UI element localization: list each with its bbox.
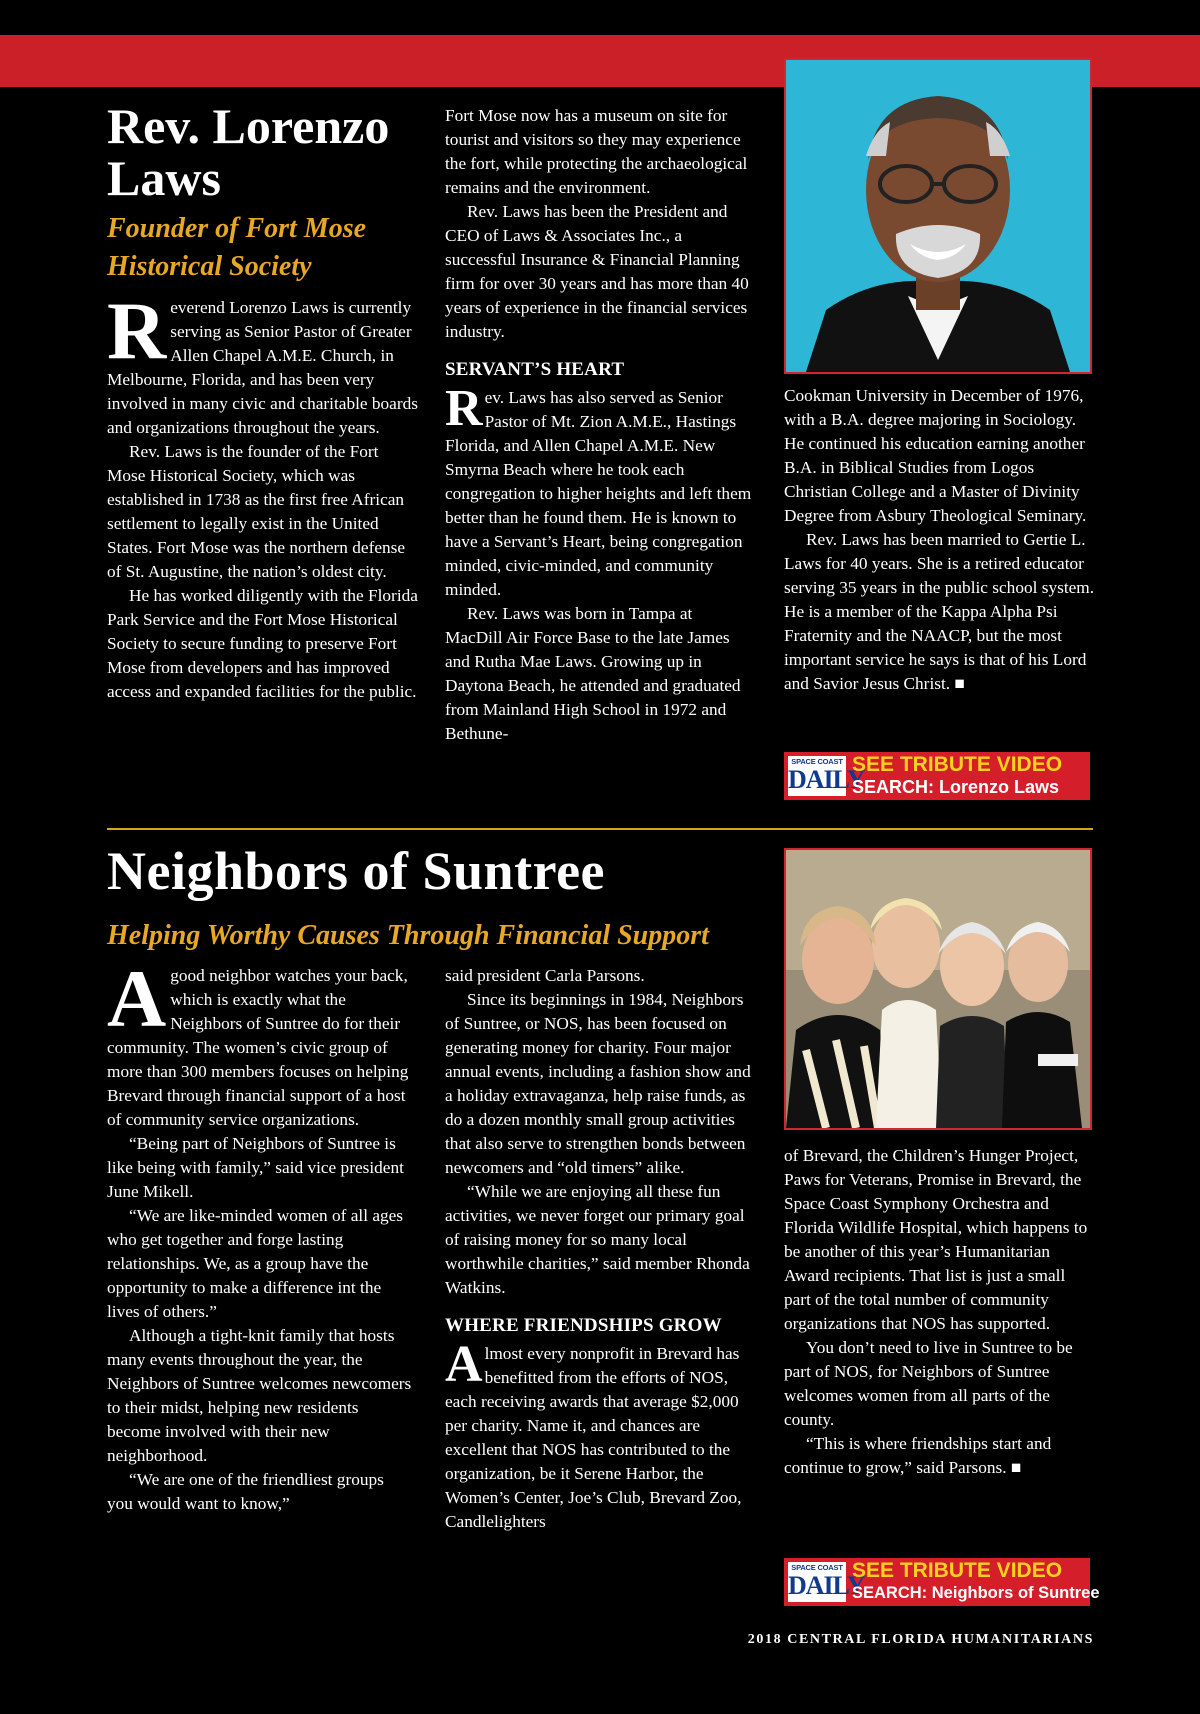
article1-title-line2: Laws — [107, 150, 221, 206]
article1-subtitle-line1: Founder of Fort Mose — [107, 213, 367, 244]
article1-paragraph: Rev. Laws has been the President and CEO of Laws & Associates Inc., a successful Insurance & Financial Planning firm for over 30 years and has more than 40 years of experience in the financial services industry. — [445, 202, 749, 341]
article1-paragraph: Cookman University in December of 1976, with a B.A. degree majoring in Sociology. He continued his education earning another B.A. in Biblical Studies from Logos Christian College and a Master of Divinity Degree from Asbury Theological Seminary. — [784, 386, 1087, 525]
article1-paragraph: Fort Mose now has a museum on site for tourist and visitors so they may experience the fort, while protecting the archaeological remains and the environment. — [445, 106, 748, 197]
section-divider — [107, 828, 1093, 830]
article2-paragraph: said president Carla Parsons. — [445, 966, 645, 985]
article1-paragraph: Reverend Lorenzo Laws is currently serving as Senior Pastor of Greater Allen Chapel A.M.E. Church, in Melbourne, Florida, and has been very involved in many civic and charitable boards and organizations throughout the years. — [107, 285, 418, 437]
article1-paragraph: Rev. Laws has been married to Gertie L. Laws for 40 years. She is a retired educator serving 35 years in the public school system. He is a member of the Kappa Alpha Psi Fraternity and the NAACP, but the most important service he says is that of his Lord and Savior Jesus Christ. ■ — [784, 530, 1095, 693]
article2-paragraph: Almost every nonprofit in Brevard has benefitted from the efforts of NOS, each receiving awards that average $2,000 per charity. Name it, and chances are excellent that NOS has contributed to the organization, be it Serene Harbor, the Women’s Center, Joe’s Club, Brevard Zoo, Candlelighters — [445, 1336, 742, 1531]
article2-paragraph: You don’t need to live in Suntree to be part of NOS, for Neighbors of Suntree welcomes women from all parts of the county. — [784, 1338, 1073, 1429]
article1-column-1 — [107, 285, 419, 704]
article2-paragraph: Agood neighbor watches your back, which is exactly what the Neighbors of Suntree do for their community. The women’s civic group of more than 300 members focuses on helping Brevard through financial support of a host of community service organizations. — [107, 953, 409, 1129]
article2-subtitle: Helping Worthy Causes Through Financial Support — [107, 920, 709, 951]
article2-paragraph: “We are one of the friendliest groups you would want to know,” — [107, 1470, 384, 1513]
article2-dropcap-small: A — [445, 1336, 483, 1393]
portrait-lorenzo-laws — [784, 58, 1092, 374]
page-footer: 2018 CENTRAL FLORIDA HUMANITARIANS — [747, 1632, 1094, 1647]
article2-column-2 — [445, 964, 755, 1534]
group-photo-illustration — [786, 850, 1090, 1128]
tribute-video-promo-lorenzo[interactable] — [784, 752, 1090, 800]
article1-subtitle-line2: Historical Society — [107, 251, 312, 282]
article2-paragraph: Since its beginnings in 1984, Neighbors of Suntree, or NOS, has been focused on generating money for charity. Four major annual events, including a fashion show and a holiday extravaganza, help raise funds, as do a dozen monthly small group activities that also serve to strengthen bonds between newcomers and “old timers” alike. — [445, 990, 751, 1177]
article2-paragraph: “Being part of Neighbors of Suntree is like being with family,” said vice president June Mikell. — [107, 1134, 404, 1201]
article2-paragraph: “We are like-minded women of all ages who get together and forge lasting relationships. We, as a group have the opportunity to make a difference int the lives of others.” — [107, 1206, 404, 1321]
space-coast-daily-logo: SPACE COAST DAILY — [788, 757, 865, 794]
article1-subtitle — [107, 210, 366, 286]
promo-title: SEE TRIBUTE VIDEO — [852, 1559, 1063, 1582]
tribute-video-promo-suntree[interactable] — [784, 1558, 1100, 1606]
article1-paragraph: He has worked diligently with the Florida Park Service and the Fort Mose Historical Society to secure funding to preserve Fort Mose from developers and has improved access and expanded facilities for the public. — [107, 586, 418, 701]
space-coast-daily-logo: SPACE COAST DAILY — [788, 1563, 865, 1600]
portrait-illustration — [786, 60, 1090, 372]
article2-paragraph: “While we are enjoying all these fun activities, we never forget our primary goal of raising money for so many local worthwhile charities,” said member Rhonda Watkins. — [445, 1182, 750, 1297]
article2-dropcap: A — [107, 953, 167, 1044]
article1-section-heading: SERVANT’S HEART — [445, 359, 625, 380]
article2-paragraph: of Brevard, the Children’s Hunger Project, Paws for Veterans, Promise in Brevard, the Space Coast Symphony Orchestra and Florida Wildlife Hospital, which happens to be another of this year’s Humanitarian Award recipients. That list is just a small part of the total number of community organizations that NOS has supported. — [784, 1146, 1088, 1333]
promo-search: SEARCH: Lorenzo Laws — [852, 777, 1060, 797]
promo-search-term: Lorenzo Laws — [939, 777, 1060, 797]
article2-column-3 — [784, 1144, 1096, 1480]
photo-neighbors-of-suntree — [784, 848, 1092, 1130]
article2-paragraph: “This is where friendships start and continue to grow,” said Parsons. ■ — [784, 1434, 1052, 1477]
article2-section-heading: WHERE FRIENDSHIPS GROW — [445, 1315, 722, 1336]
article1-dropcap: R — [107, 285, 167, 376]
article2-title: Neighbors of Suntree — [107, 841, 606, 901]
article1-column-3 — [784, 384, 1096, 696]
end-mark-icon: ■ — [1010, 1458, 1022, 1477]
article1-paragraph: Rev. Laws has also served as Senior Pastor of Mt. Zion A.M.E., Hastings Florida, and Allen Chapel A.M.E. New Smyrna Beach where he took each congregation to higher heights and left them better than he found them. He is known to have a Servant’s Heart, being congregation minded, civic-minded, and community minded. — [445, 380, 752, 599]
article1-dropcap-small: R — [445, 380, 483, 437]
article1-column-2 — [445, 104, 753, 746]
article1-paragraph: Rev. Laws is the founder of the Fort Mose Historical Society, which was established in 1738 as the first free African settlement to legally exist in the United States. Fort Mose was the northern defense of St. Augustine, the nation’s oldest city. — [107, 442, 406, 581]
article2-paragraph: Although a tight-knit family that hosts many events throughout the year, the Neighbors of Suntree welcomes newcomers to their midst, helping new residents become involved with their new neighborhood. — [107, 1326, 412, 1465]
article1-title-line1: Rev. Lorenzo — [107, 98, 390, 154]
promo-title: SEE TRIBUTE VIDEO — [852, 753, 1063, 776]
article1-title — [107, 100, 389, 204]
end-mark-icon: ■ — [954, 674, 965, 693]
article2-column-1 — [107, 953, 413, 1516]
promo-search: SEARCH: Neighbors of Suntree — [852, 1584, 1100, 1602]
promo-search-term: Neighbors of Suntree — [931, 1584, 1100, 1602]
article1-paragraph: Rev. Laws was born in Tampa at MacDill Air Force Base to the late James and Rutha Mae Laws. Growing up in Daytona Beach, he attended and graduated from Mainland High School in 1972 and Bethune- — [445, 604, 741, 743]
